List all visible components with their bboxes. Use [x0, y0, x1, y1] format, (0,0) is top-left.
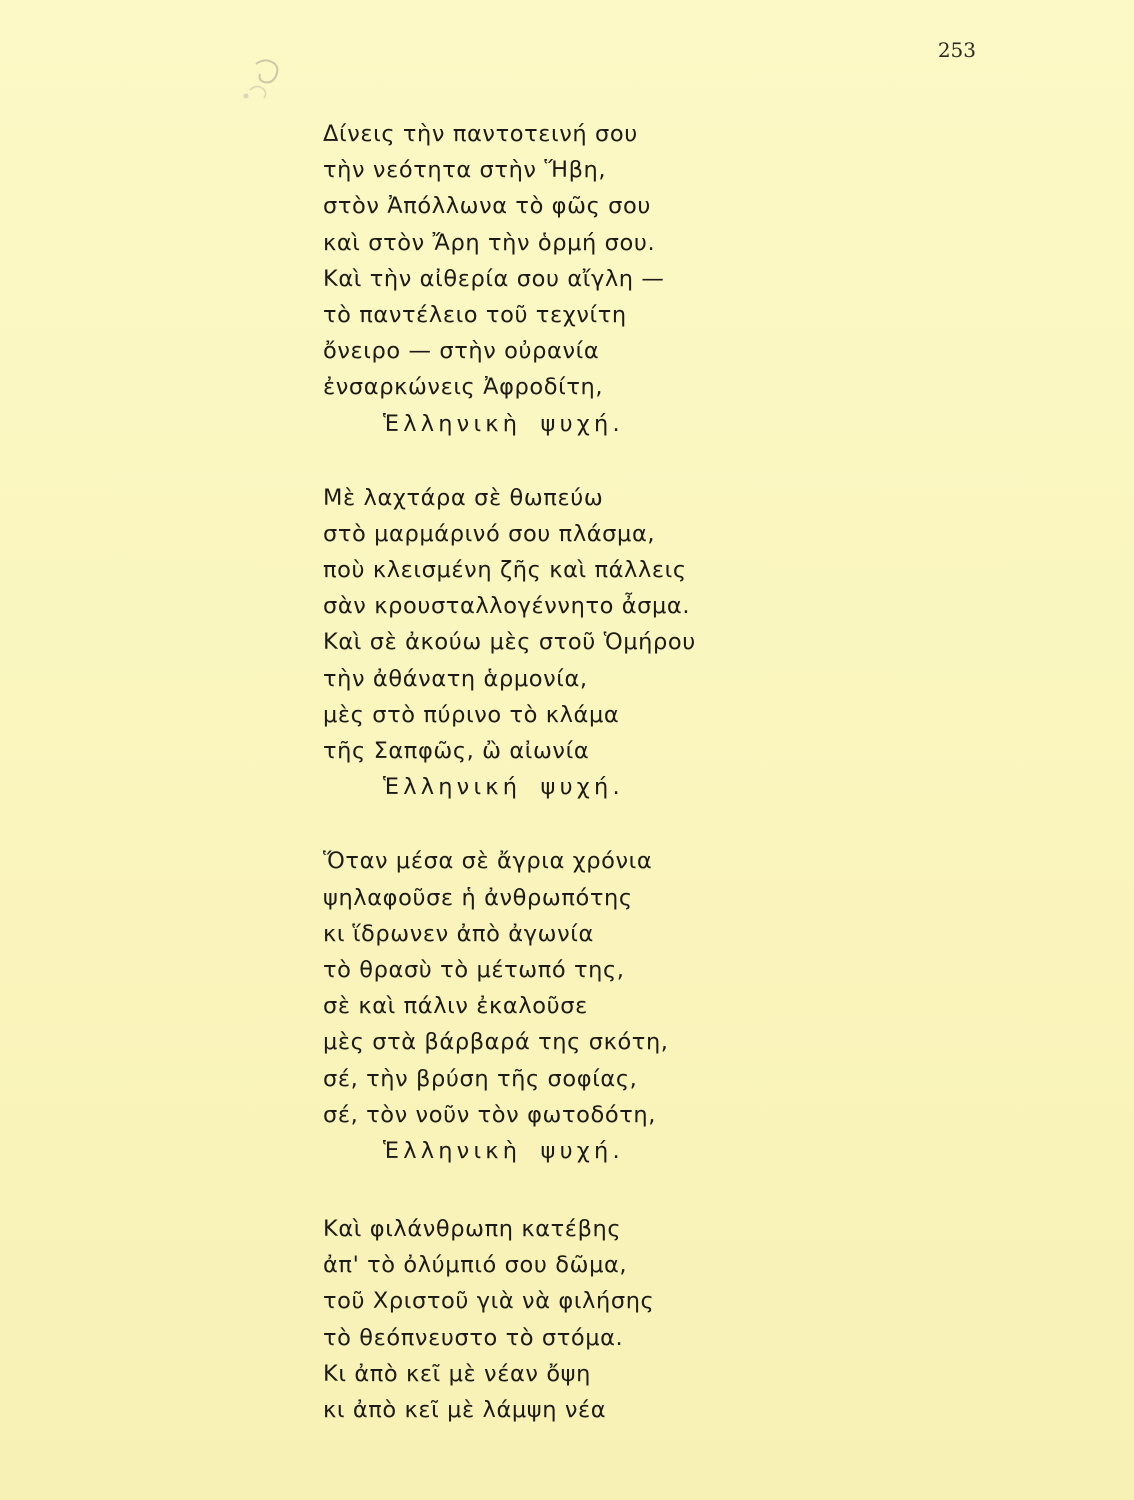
refrain-line: Ἑλληνική ψυχή.: [383, 774, 624, 801]
verse-line: Καὶ σὲ ἀκούω μὲς στοῦ Ὁμήρου: [323, 629, 696, 656]
verse-line: τοῦ Χριστοῦ γιὰ νὰ φιλήσης: [323, 1288, 655, 1315]
verse-line: σέ, τὸν νοῦν τὸν φωτοδότη,: [323, 1101, 656, 1128]
refrain-line: Ἑλληνικὴ ψυχή.: [383, 410, 624, 437]
verse-line: σὰν κρουσταλλογέννητο ἆσμα.: [323, 593, 691, 620]
verse-line: ὄνειρο — στὴν οὐρανία: [323, 338, 600, 365]
verse-line: κι ἵδρωνεν ἀπὸ ἀγωνία: [323, 920, 594, 947]
verse-line: σὲ καὶ πάλιν ἐκαλοῦσε: [323, 993, 588, 1020]
verse-line: σέ, τὴν βρύση τῆς σοφίας,: [323, 1065, 638, 1092]
verse-line: Δίνεις τὴν παντοτεινή σου: [323, 121, 638, 147]
stanza-4: [323, 1211, 823, 1428]
verse-line: ἐνσαρκώνεις Ἀφροδίτη,: [323, 374, 604, 401]
verse-line: ψηλαφοῦσε ἡ ἀνθρωπότης: [323, 884, 633, 911]
page-number: 253: [937, 38, 976, 62]
verse-line: καὶ στὸν Ἄρη τὴν ὁρμή σου.: [323, 229, 656, 256]
poem: [323, 116, 823, 1466]
verse-line: τὸ παντέλειο τοῦ τεχνίτη: [323, 301, 627, 328]
stanza-2: [323, 480, 823, 806]
stanza-3: [323, 843, 823, 1169]
verse-line: τὴν νεότητα στὴν Ἥβη,: [323, 157, 607, 184]
verse-line: Μὲ λαχτάρα σὲ θωπεύω: [323, 484, 604, 511]
verse-line: ποὺ κλεισμένη ζῆς καὶ πάλλεις: [323, 557, 687, 584]
verse-line: Κι ἀπὸ κεῖ μὲ νέαν ὄψη: [323, 1360, 591, 1387]
verse-line: Ὅταν μέσα σὲ ἄγρια χρόνια: [323, 848, 653, 875]
verse-line: στὸ μαρμάρινό σου πλάσμα,: [323, 520, 656, 547]
verse-line: τὸ θρασὺ τὸ μέτωπό της,: [323, 956, 625, 983]
verse-line: μὲς στὸ πύρινο τὸ κλάμα: [323, 701, 620, 728]
refrain-line: Ἑλληνικὴ ψυχή.: [383, 1137, 624, 1164]
verse-line: κι ἀπὸ κεῖ μὲ λάμψη νέα: [323, 1397, 607, 1423]
verse-line: ἀπ' τὸ ὀλύμπιό σου δῶμα,: [323, 1252, 628, 1279]
stanza-1: [323, 116, 823, 442]
verse-line: στὸν Ἀπόλλωνα τὸ φῶς σου: [323, 193, 651, 220]
verse-line: Καὶ φιλάνθρωπη κατέβης: [323, 1216, 622, 1243]
verse-line: Καὶ τὴν αἰθερία σου αἴγλη —: [323, 265, 665, 292]
verse-line: μὲς στὰ βάρβαρά της σκότη,: [323, 1029, 669, 1056]
verse-line: τῆς Σαπφῶς, ὢ αἰωνία: [323, 738, 590, 764]
verse-line: τὴν ἀθάνατη ἁρμονία,: [323, 665, 588, 692]
ink-smudge-mark: [242, 50, 292, 104]
verse-line: τὸ θεόπνευστο τὸ στόμα.: [323, 1324, 624, 1351]
